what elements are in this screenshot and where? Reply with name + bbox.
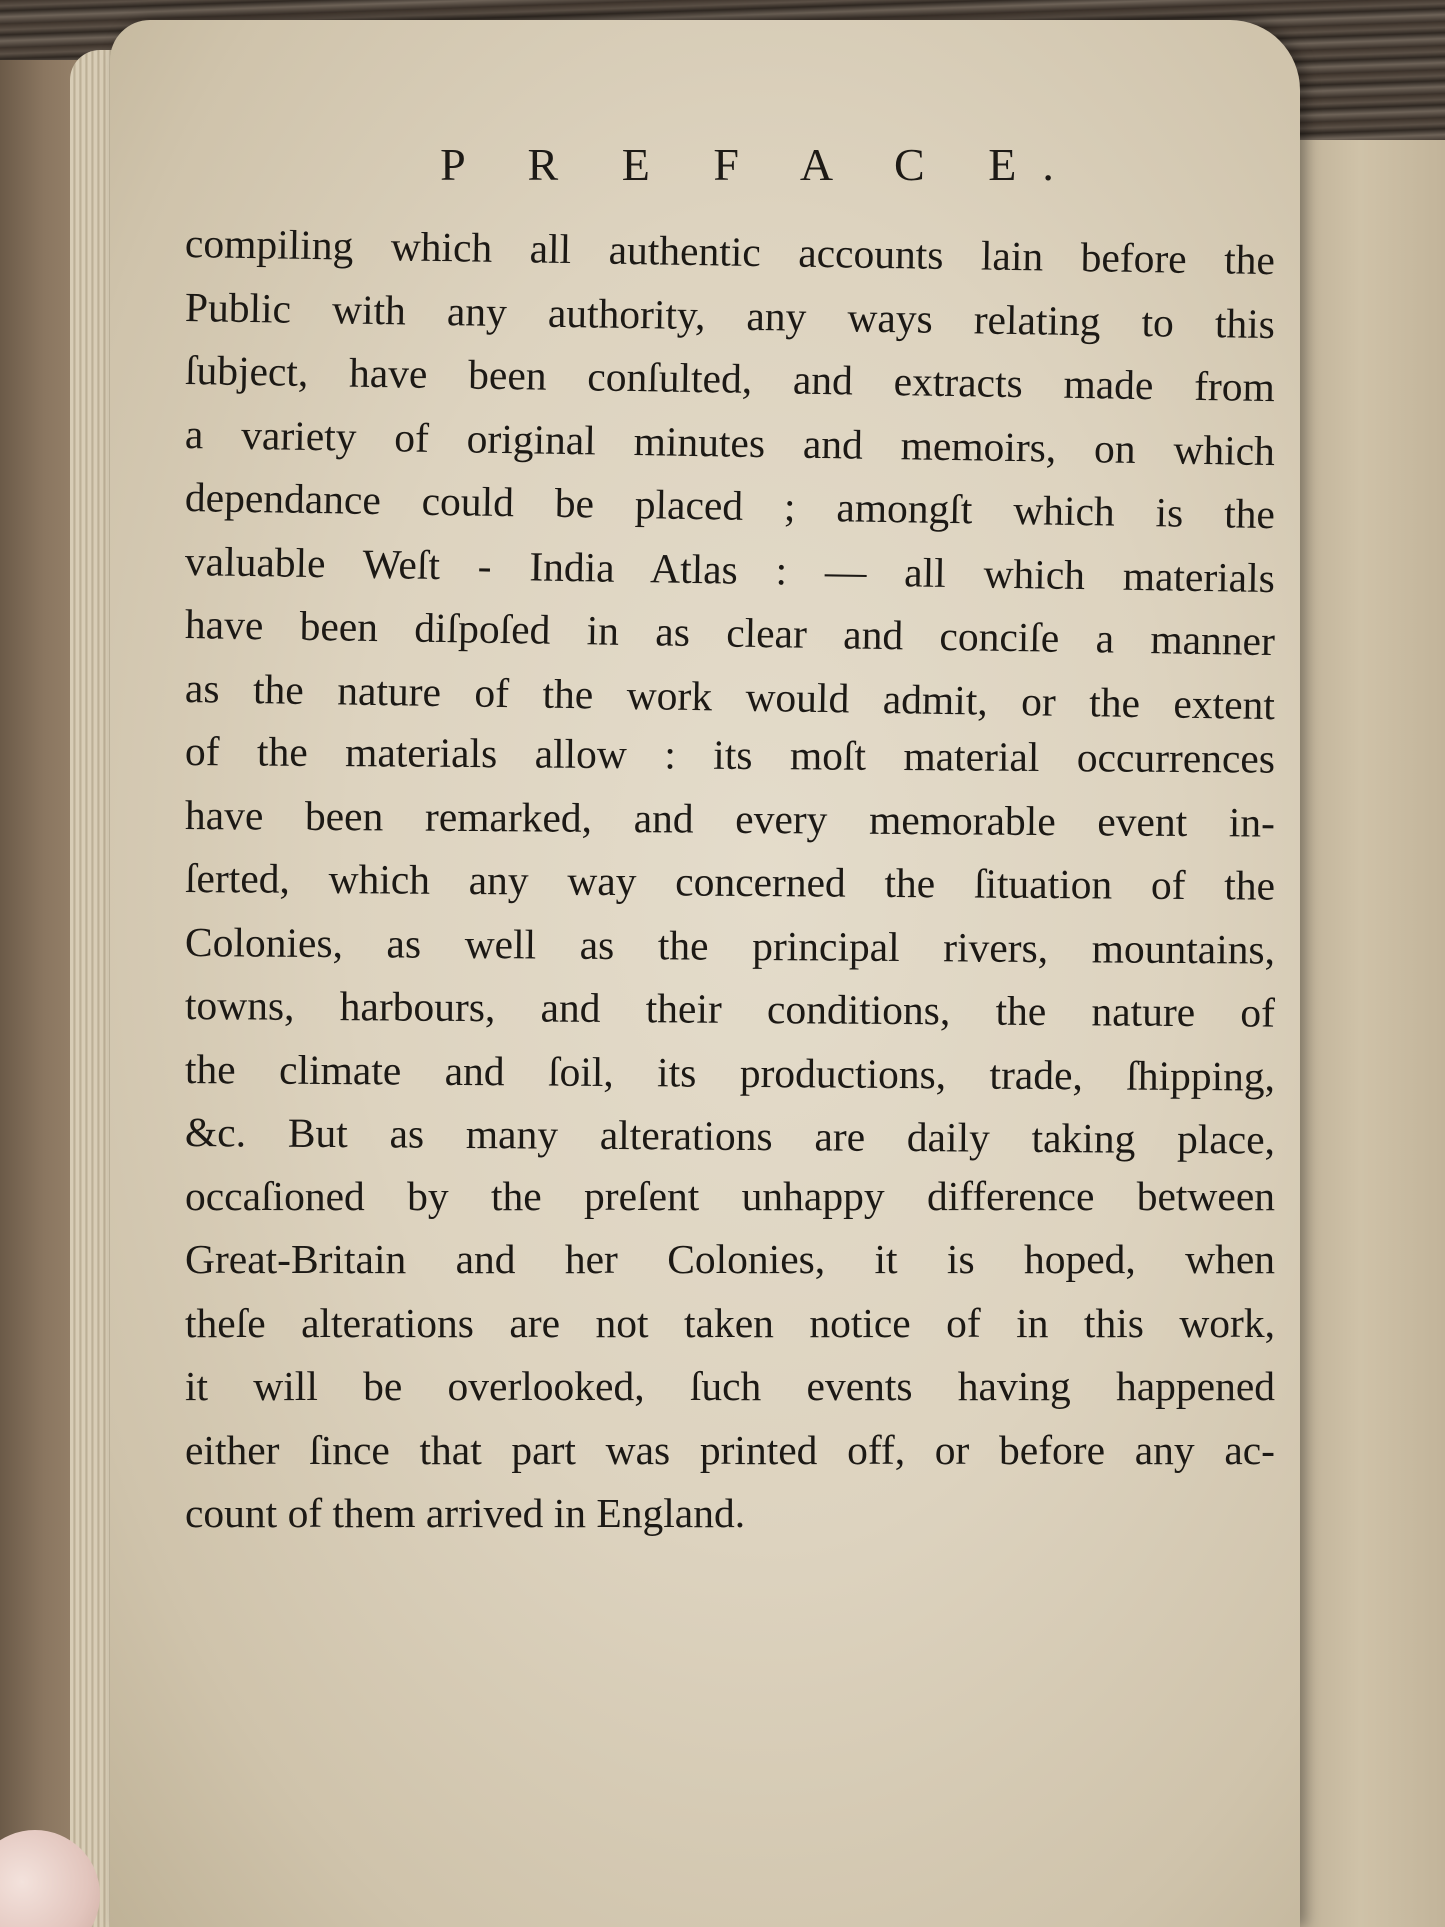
text-line: Great-Britain and her Colonies, it is hoped, when	[185, 1236, 1275, 1282]
running-head: P R E F A C E.	[440, 139, 1080, 190]
text-line: theſe alterations are not taken notice of in this work,	[185, 1299, 1275, 1346]
text-line: ſerted, which any way concerned the ſituation of the	[184, 855, 1276, 909]
text-line: have been remarked, and every memorable event in-	[184, 791, 1276, 846]
text-line: valuable Weſt - India Atlas : — all which materials	[184, 537, 1276, 601]
text-line: Colonies, as well as the principal rivers, mountains,	[184, 918, 1276, 973]
text-line: as the nature of the work would admit, or the extent	[184, 664, 1276, 728]
text-line: compiling which all authentic accounts lain before the	[184, 220, 1276, 284]
text-line: have been diſpoſed in as clear and conciſe a manner	[184, 601, 1276, 665]
text-line: &c. But as many alterations are daily taking place,	[184, 1109, 1276, 1163]
text-line: it will be overlooked, ſuch events having happened	[185, 1363, 1275, 1409]
text-line: occaſioned by the preſent unhappy difference between	[185, 1172, 1275, 1219]
text-line: count of them arrived in England.	[185, 1490, 746, 1536]
text-line: a variety of original minutes and memoirs, on which	[184, 410, 1276, 474]
text-line: the climate and ſoil, its productions, trade, ſhipping,	[184, 1045, 1276, 1100]
text-line: Public with any authority, any ways relating to this	[184, 283, 1276, 347]
text-line: of the materials allow : its moſt material occurrences	[184, 728, 1276, 782]
text-line: towns, harbours, and their conditions, the nature of	[184, 982, 1276, 1036]
text-line: dependance could be placed ; amongſt which is the	[184, 474, 1276, 538]
preface-text	[185, 212, 1375, 1546]
text-line: either ſince that part was printed off, or before any ac-	[185, 1426, 1275, 1473]
book-page	[110, 20, 1300, 1927]
text-line: ſubject, have been conſulted, and extracts made from	[184, 347, 1276, 411]
